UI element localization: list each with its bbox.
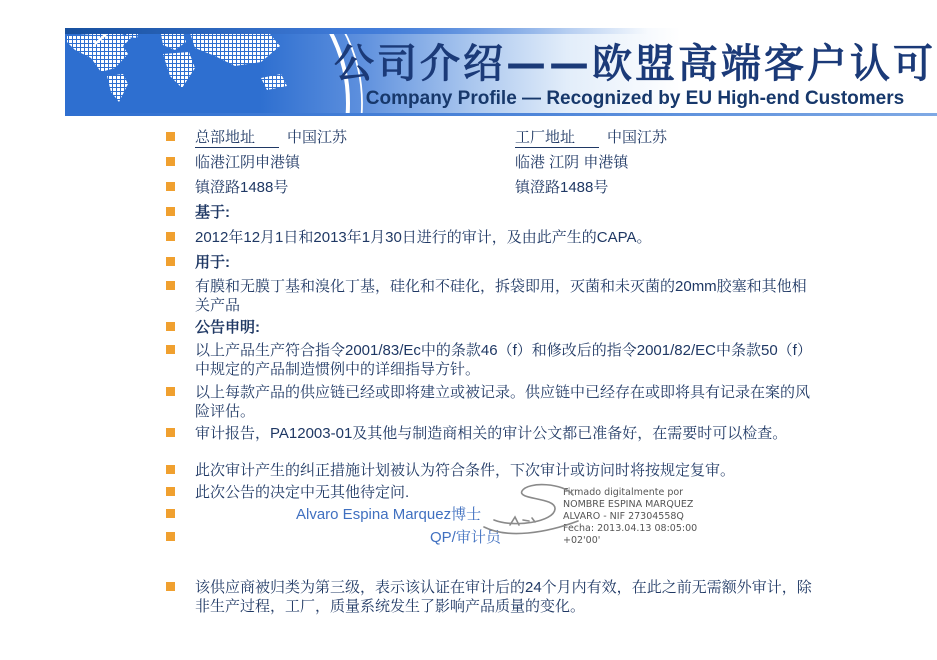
supply-chain-text: 以上每款产品的供应链已经或即将建立或被记录。供应链中已经存在或即将具有记录在案的风险评估。	[195, 384, 811, 420]
based-on-heading-row	[166, 203, 814, 222]
bullet-square-icon	[166, 582, 175, 591]
bullet-square-icon	[166, 132, 175, 141]
hq-address-label: 总部地址	[195, 128, 279, 148]
stamp-line-3: ALVARO - NIF 27304558Q	[563, 511, 684, 522]
capa-plan-text: 此次审计产生的纠正措施计划被认为符合条件，下次审计或访问时将按规定复审。	[195, 462, 736, 479]
bullet-square-icon	[166, 509, 175, 518]
header-band	[65, 28, 936, 115]
capa-plan-row	[166, 461, 814, 480]
digital-signature-stamp	[563, 487, 743, 547]
bullet-square-icon	[166, 532, 175, 541]
supplier-tier-note-row	[166, 578, 814, 616]
bullet-square-icon	[166, 232, 175, 241]
hq-address-value: 中国江苏	[287, 129, 348, 146]
bullet-square-icon	[166, 487, 175, 496]
bullet-square-icon	[166, 428, 175, 437]
hq-town: 临港江阴申港镇	[195, 154, 301, 171]
stamp-line-2: NOMBRE ESPINA MARQUEZ	[563, 499, 694, 510]
bullet-square-icon	[166, 257, 175, 266]
no-pending-text: 此次公告的决定中无其他待定问.	[195, 484, 410, 501]
bullet-square-icon	[166, 157, 175, 166]
slide-title-chinese: 公司介绍——欧盟高端客户认可	[334, 41, 936, 87]
bullet-square-icon	[166, 465, 175, 474]
slide-title-english: Company Profile — Recognized by EU High-end Customers	[365, 88, 905, 109]
stamp-line-4: Fecha: 2013.04.13 08:05:00	[563, 523, 698, 534]
stamp-line-1: Firmado digitalmente por	[563, 487, 684, 498]
bullet-square-icon	[166, 387, 175, 396]
factory-address-label: 工厂地址	[515, 128, 599, 148]
factory-town: 临港 江阴 申港镇	[515, 154, 629, 171]
bullet-square-icon	[166, 322, 175, 331]
bullet-square-icon	[166, 182, 175, 191]
directive-compliance-row	[166, 341, 814, 379]
signer-role: QP/审计员	[430, 529, 501, 546]
supply-chain-row	[166, 383, 814, 421]
applies-to-heading-row	[166, 253, 814, 272]
hq-address	[195, 128, 347, 148]
factory-address	[515, 128, 667, 148]
product-scope-text: 有膜和无膜丁基和溴化丁基，硅化和不硅化，拆袋即用，灭菌和未灭菌的20mm胶塞和其他相关产品	[195, 278, 807, 314]
hq-street: 镇澄路1488号	[195, 179, 289, 196]
bullet-square-icon	[166, 345, 175, 354]
declaration-heading: 公告申明:	[195, 319, 260, 336]
supplier-tier-note-text: 该供应商被归类为第三级，表示该认证在审计后的24个月内有效，在此之前无需额外审计，除非生产过程，工厂，质量系统发生了影响产品质量的变化。	[195, 579, 812, 615]
audit-dates-row	[166, 228, 814, 247]
audit-dates-text: 2012年12月1日和2013年1月30日进行的审计，及由此产生的CAPA。	[195, 229, 652, 246]
signer-name: Alvaro Espina Marquez博士	[296, 506, 482, 523]
directive-compliance-text: 以上产品生产符合指令2001/83/Ec中的条款46（f）和修改后的指令2001/82/EC中条款50（f）中规定的产品制造惯例中的详细指导方针。	[195, 342, 812, 378]
factory-address-value: 中国江苏	[607, 129, 668, 146]
bullet-square-icon	[166, 281, 175, 290]
product-scope-row	[166, 277, 814, 315]
header-divider-line	[65, 113, 937, 116]
based-on-heading: 基于:	[195, 204, 230, 221]
declaration-heading-row	[166, 318, 814, 337]
audit-report-text: 审计报告，PA12003-01及其他与制造商相关的审计公文都已准备好，在需要时可以检查。	[195, 425, 788, 442]
factory-street: 镇澄路1488号	[515, 179, 609, 196]
stamp-line-5: +02'00'	[563, 535, 601, 546]
audit-report-row	[166, 424, 814, 443]
applies-to-heading: 用于:	[195, 254, 230, 271]
bullet-square-icon	[166, 207, 175, 216]
handwritten-signature-icon	[480, 481, 580, 545]
